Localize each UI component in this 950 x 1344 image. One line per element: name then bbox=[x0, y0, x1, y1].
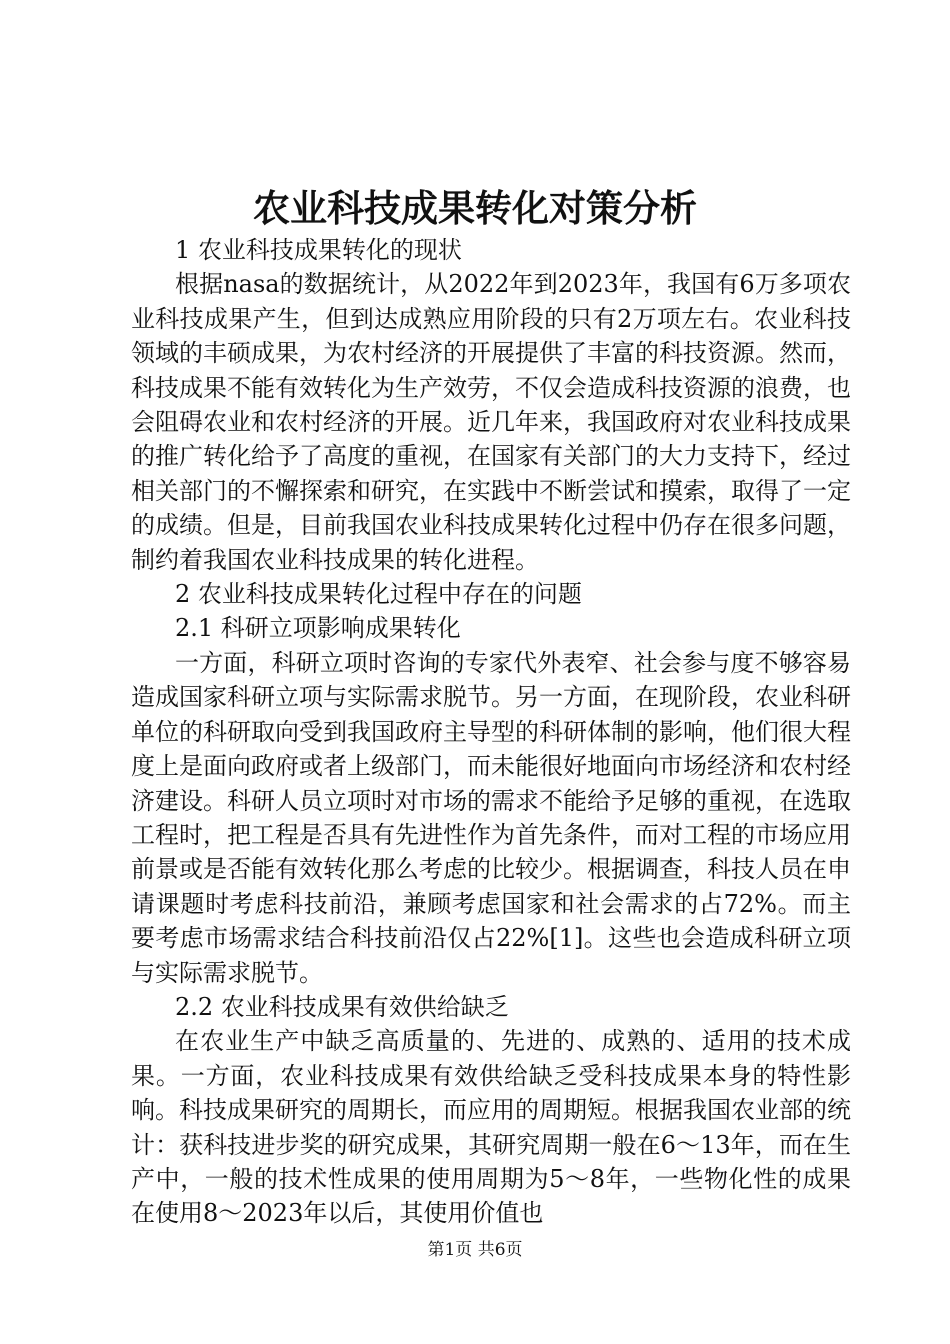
page-footer: 第1页 共6页 bbox=[427, 1240, 523, 1260]
subsection-heading-2-1: 2.1 科研立项影响成果转化 bbox=[175, 614, 461, 643]
section-heading-2: 2 农业科技成果转化过程中存在的问题 bbox=[175, 580, 582, 609]
section-heading-1: 1 农业科技成果转化的现状 bbox=[175, 236, 462, 264]
document-body bbox=[131, 233, 851, 1231]
paragraph-effective-supply: 在农业生产中缺乏高质量的、先进的、成熟的、适用的技术成果。一方面，农业科技成果有效供给缺乏受科技成果本身的特性影响。科技成果研究的周期长，而应用的周期短。根据我国农业部的统计：获科技进步奖的研究成果，其研究周期一般在6～13年，而在生产中，一般的技术性成果的使用周期为5～8年，一些物化性的成果在使用8～2023年以后，其使用价值也 bbox=[131, 1027, 851, 1228]
subsection-heading-2-2: 2.2 农业科技成果有效供给缺乏 bbox=[175, 992, 509, 1021]
document-title: 农业科技成果转化对策分析 bbox=[253, 186, 697, 230]
paragraph-status: 根据nasa的数据统计，从2022年到2023年，我国有6万多项农业科技成果产生，但到达成熟应用阶段的只有2万项左右。农业科技领域的丰硕成果，为农村经济的开展提供了丰富的科技资源。然而，科技成果不能有效转化为生产效劳，不仅会造成科技资源的浪费，也会阻碍农业和农村经济的开展。近几年来，我国政府对农业科技成果的推广转化给予了高度的重视，在国家有关部门的大力支持下，经过相关部门的不懈探索和研究，在实践中不断尝试和摸索，取得了一定的成绩。但是，目前我国农业科技成果转化过程中仍存在很多问题，制约着我国农业科技成果的转化进程。 bbox=[131, 270, 851, 574]
paragraph-research-projects: 一方面，科研立项时咨询的专家代外表窄、社会参与度不够容易造成国家科研立项与实际需求脱节。另一方面，在现阶段，农业科研单位的科研取向受到我国政府主导型的科研体制的影响，他们很大程度上是面向政府或者上级部门，而未能很好地面向市场经济和农村经济建设。科研人员立项时对市场的需求不能给予足够的重视，在选取工程时，把工程是否具有先进性作为首先条件，而对工程的市场应用前景或是否能有效转化那么考虑的比较少。根据调查，科技人员在申请课题时考虑科技前沿，兼顾考虑国家和社会需求的占72%。而主要考虑市场需求结合科技前沿仅占22%[1]。这些也会造成科研立项与实际需求脱节。 bbox=[131, 648, 851, 987]
